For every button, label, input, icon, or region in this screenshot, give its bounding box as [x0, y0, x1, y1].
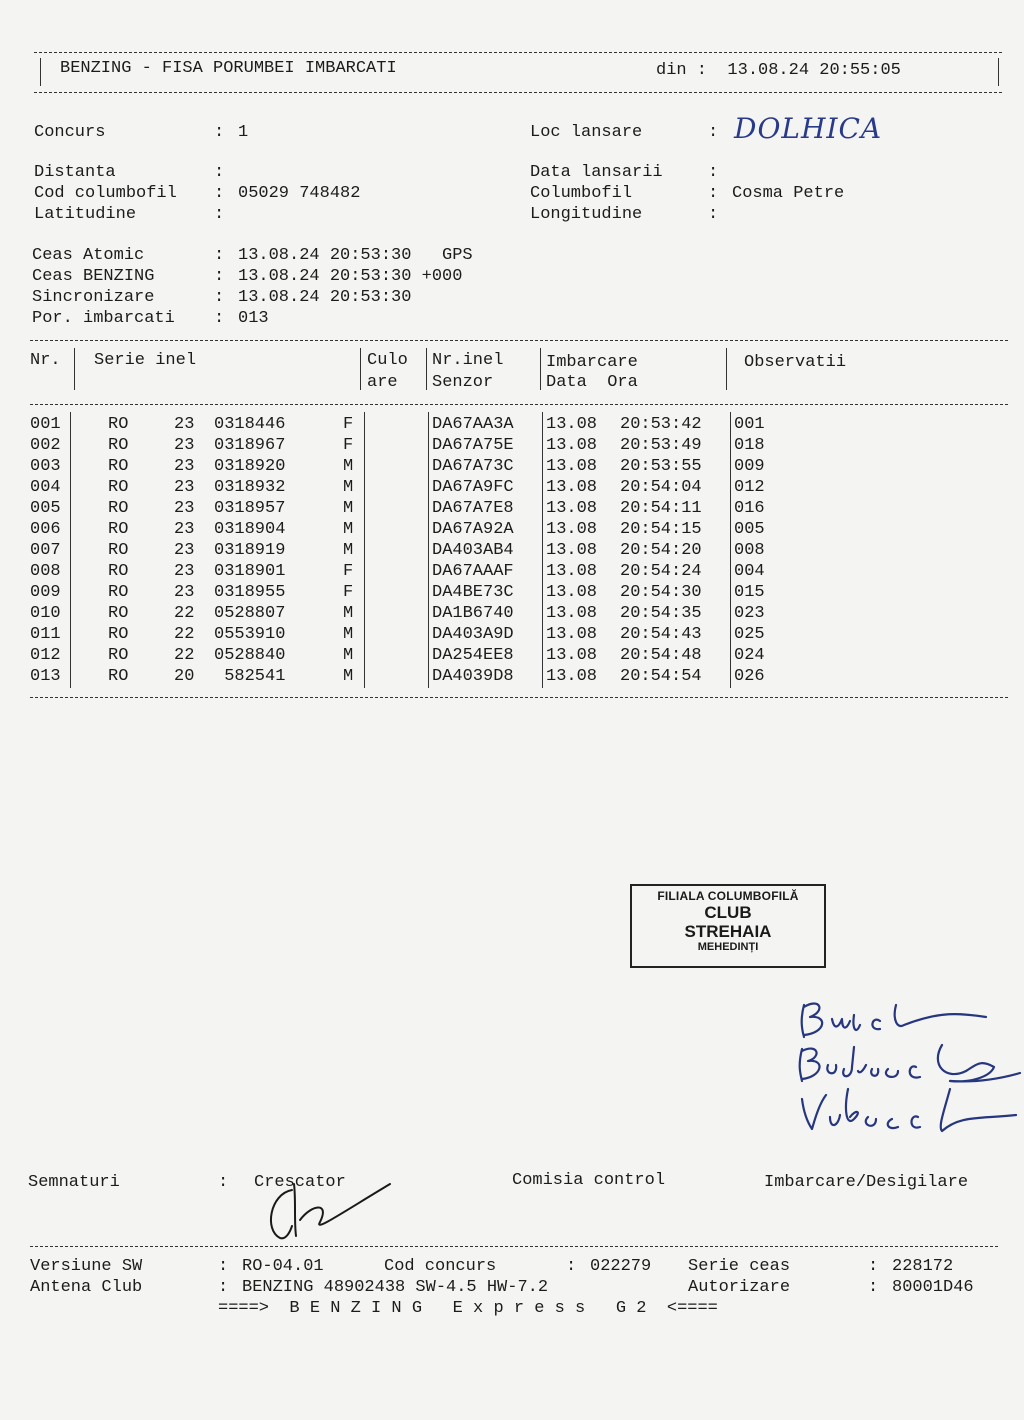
cell-serie: 0318904: [214, 520, 286, 539]
cell-serie: 0318932: [214, 478, 286, 497]
cell-tara: RO: [108, 562, 129, 581]
longitudine-colon: :: [708, 205, 719, 224]
header-left-border: [40, 58, 41, 86]
por-imbarcati-label: Por. imbarcati: [32, 309, 175, 328]
cell-data: 13.08: [546, 415, 598, 434]
latitudine-label: Latitudine: [34, 205, 137, 224]
cell-observatii: 004: [734, 562, 765, 581]
table-bottom-border: [30, 697, 1008, 698]
cell-an: 23: [174, 583, 195, 602]
cod-concurs-label: Cod concurs: [384, 1257, 497, 1276]
cell-an: 23: [174, 436, 195, 455]
th-serie-inel: Serie inel: [94, 351, 197, 370]
serie-ceas-colon: :: [868, 1257, 879, 1276]
cell-data: 13.08: [546, 625, 598, 644]
loc-lansare-colon: :: [708, 123, 719, 142]
cell-ora: 20:54:30: [620, 583, 702, 602]
cell-observatii: 018: [734, 436, 765, 455]
cell-observatii: 005: [734, 520, 765, 539]
cell-sex: M: [343, 604, 354, 623]
cell-data: 13.08: [546, 436, 598, 455]
versiune-sw-colon: :: [218, 1257, 229, 1276]
stamp-line2: CLUB: [704, 903, 752, 922]
header-date: din : 13.08.24 20:55:05: [656, 61, 901, 80]
cod-columbofil-value: 05029 748482: [238, 184, 361, 203]
sincronizare-value: 13.08.24 20:53:30: [238, 288, 412, 307]
data-lansarii-colon: :: [708, 163, 719, 182]
cell-nr: 007: [30, 541, 61, 560]
cell-senzor: DA67AAAF: [432, 562, 514, 581]
cell-nr: 003: [30, 457, 61, 476]
cell-nr: 002: [30, 436, 61, 455]
document-title: BENZING - FISA PORUMBEI IMBARCATI: [60, 59, 397, 78]
cell-an: 22: [174, 604, 195, 623]
brand-line: ====> B E N Z I N G E x p r e s s G 2 <====: [218, 1299, 718, 1318]
distanta-label: Distanta: [34, 163, 116, 182]
stamp-line3: STREHAIA: [684, 922, 772, 941]
cell-senzor: DA4039D8: [432, 667, 514, 686]
cell-observatii: 015: [734, 583, 765, 602]
cell-serie: 0318919: [214, 541, 286, 560]
cell-nr: 001: [30, 415, 61, 434]
cell-serie: 582541: [214, 667, 286, 686]
versiune-sw-value: RO-04.01: [242, 1257, 324, 1276]
cell-an: 23: [174, 415, 195, 434]
cell-nr: 013: [30, 667, 61, 686]
cell-an: 23: [174, 478, 195, 497]
header-bottom-border: [34, 92, 1002, 93]
body-sep-nr: [70, 412, 71, 688]
cell-tara: RO: [108, 667, 129, 686]
sincronizare-colon: :: [214, 288, 225, 307]
cell-an: 23: [174, 520, 195, 539]
cell-data: 13.08: [546, 478, 598, 497]
control-signatures-icon: [780, 985, 1024, 1145]
header-top-border: [34, 52, 1002, 53]
cell-data: 13.08: [546, 562, 598, 581]
semnaturi-colon: :: [218, 1173, 229, 1192]
cell-an: 22: [174, 625, 195, 644]
cod-concurs-value: 022279: [590, 1257, 652, 1276]
cell-data: 13.08: [546, 646, 598, 665]
cell-tara: RO: [108, 499, 129, 518]
data-lansarii-label: Data lansarii: [530, 163, 663, 182]
table-top-border: [30, 340, 1008, 341]
concurs-colon: :: [214, 123, 235, 142]
cell-nr: 004: [30, 478, 61, 497]
cell-senzor: DA4BE73C: [432, 583, 514, 602]
cell-an: 20: [174, 667, 195, 686]
crescator-label: Crescator: [254, 1173, 346, 1192]
columbofil-colon: :: [708, 184, 719, 203]
cell-sex: F: [343, 415, 354, 434]
por-imbarcati-colon: :: [214, 309, 225, 328]
col-sep-nr: [74, 348, 75, 390]
cell-observatii: 026: [734, 667, 765, 686]
concurs-value: 1: [238, 123, 249, 142]
ceas-atomic-colon: :: [214, 246, 225, 265]
versiune-sw-label: Versiune SW: [30, 1257, 143, 1276]
loc-lansare-value: DOLHICA: [734, 112, 883, 145]
semnaturi-label: Semnaturi: [28, 1173, 120, 1192]
cell-tara: RO: [108, 604, 129, 623]
header-date-label: din: [656, 61, 687, 80]
cell-nr: 012: [30, 646, 61, 665]
cell-an: 23: [174, 541, 195, 560]
col-sep-senzor: [540, 348, 541, 390]
cell-observatii: 023: [734, 604, 765, 623]
cell-an: 22: [174, 646, 195, 665]
cell-an: 23: [174, 457, 195, 476]
cell-sex: M: [343, 520, 354, 539]
header-right-border: [998, 58, 999, 86]
cell-tara: RO: [108, 478, 129, 497]
cell-sex: F: [343, 583, 354, 602]
stamp-line4: MEHEDINȚI: [697, 941, 759, 953]
cell-serie: 0318957: [214, 499, 286, 518]
comisia-control-label: Comisia control: [512, 1171, 666, 1190]
cod-concurs-colon: :: [566, 1257, 577, 1276]
cell-ora: 20:54:54: [620, 667, 702, 686]
cell-senzor: DA67A9FC: [432, 478, 514, 497]
cell-nr: 011: [30, 625, 61, 644]
cell-an: 23: [174, 562, 195, 581]
antena-club-value: BENZING 48902438 SW-4.5 HW-7.2: [242, 1278, 549, 1297]
th-culoare-1: Culo: [367, 351, 408, 370]
cell-sex: M: [343, 457, 354, 476]
cell-ora: 20:54:20: [620, 541, 702, 560]
cell-observatii: 012: [734, 478, 765, 497]
cell-ora: 20:54:24: [620, 562, 702, 581]
col-sep-imbarcare: [726, 348, 727, 390]
cell-data: 13.08: [546, 583, 598, 602]
cell-tara: RO: [108, 583, 129, 602]
cell-observatii: 025: [734, 625, 765, 644]
distanta-colon: :: [214, 163, 225, 182]
footer-separator: [30, 1246, 998, 1247]
antena-club-label: Antena Club: [30, 1278, 143, 1297]
cell-senzor: DA403AB4: [432, 541, 514, 560]
cod-columbofil-colon: :: [214, 184, 225, 203]
cell-sex: F: [343, 436, 354, 455]
cell-observatii: 024: [734, 646, 765, 665]
cell-sex: M: [343, 541, 354, 560]
cell-sex: F: [343, 562, 354, 581]
cell-observatii: 016: [734, 499, 765, 518]
cell-data: 13.08: [546, 499, 598, 518]
th-observatii: Observatii: [744, 353, 847, 372]
cell-serie: 0318920: [214, 457, 286, 476]
cell-ora: 20:54:35: [620, 604, 702, 623]
cell-senzor: DA67A75E: [432, 436, 514, 455]
cell-data: 13.08: [546, 541, 598, 560]
cell-serie: 0553910: [214, 625, 286, 644]
cell-ora: 20:54:43: [620, 625, 702, 644]
cell-sex: M: [343, 667, 354, 686]
concurs-label: Concurs: [34, 123, 106, 142]
table-header-separator: [30, 404, 1008, 405]
cell-sex: M: [343, 499, 354, 518]
cod-columbofil-label: Cod columbofil: [34, 184, 177, 203]
loc-lansare-label: Loc lansare: [530, 123, 643, 142]
columbofil-value: Cosma Petre: [732, 184, 845, 203]
autorizare-colon: :: [868, 1278, 879, 1297]
th-culoare-2: are: [367, 373, 398, 392]
columbofil-label: Columbofil: [530, 184, 633, 203]
cell-senzor: DA403A9D: [432, 625, 514, 644]
crescator-signature-icon: [250, 1180, 400, 1250]
cell-senzor: DA67A92A: [432, 520, 514, 539]
cell-tara: RO: [108, 436, 129, 455]
cell-data: 13.08: [546, 520, 598, 539]
cell-an: 23: [174, 499, 195, 518]
stamp-line1: FILIALA COLUMBOFILĂ: [657, 889, 799, 903]
cell-serie: 0318955: [214, 583, 286, 602]
cell-senzor: DA67A73C: [432, 457, 514, 476]
cell-tara: RO: [108, 541, 129, 560]
cell-senzor: DA67A7E8: [432, 499, 514, 518]
body-sep-culoare: [428, 412, 429, 688]
cell-tara: RO: [108, 457, 129, 476]
cell-tara: RO: [108, 415, 129, 434]
sincronizare-label: Sincronizare: [32, 288, 155, 307]
serie-ceas-value: 228172: [892, 1257, 954, 1276]
header-date-value: 13.08.24 20:55:05: [727, 61, 901, 80]
cell-nr: 010: [30, 604, 61, 623]
cell-tara: RO: [108, 646, 129, 665]
cell-tara: RO: [108, 520, 129, 539]
cell-serie: 0318446: [214, 415, 286, 434]
serie-ceas-label: Serie ceas: [688, 1257, 791, 1276]
cell-serie: 0318901: [214, 562, 286, 581]
cell-ora: 20:54:04: [620, 478, 702, 497]
cell-ora: 20:54:11: [620, 499, 702, 518]
cell-senzor: DA67AA3A: [432, 415, 514, 434]
cell-observatii: 001: [734, 415, 765, 434]
th-nr-inel-1: Nr.inel: [432, 351, 504, 370]
cell-nr: 008: [30, 562, 61, 581]
autorizare-value: 80001D46: [892, 1278, 974, 1297]
cell-serie: 0528840: [214, 646, 286, 665]
col-sep-serie: [360, 348, 361, 390]
cell-tara: RO: [108, 625, 129, 644]
club-stamp: [630, 884, 826, 968]
cell-senzor: DA254EE8: [432, 646, 514, 665]
cell-ora: 20:53:42: [620, 415, 702, 434]
ceas-benzing-value: 13.08.24 20:53:30 +000: [238, 267, 463, 286]
cell-serie: 0528807: [214, 604, 286, 623]
cell-sex: M: [343, 478, 354, 497]
imbarcare-desigilare-label: Imbarcare/Desigilare: [764, 1173, 969, 1192]
cell-nr: 009: [30, 583, 61, 602]
cell-ora: 20:53:55: [620, 457, 702, 476]
cell-observatii: 008: [734, 541, 765, 560]
autorizare-label: Autorizare: [688, 1278, 791, 1297]
longitudine-label: Longitudine: [530, 205, 643, 224]
ceas-benzing-label: Ceas BENZING: [32, 267, 155, 286]
latitudine-colon: :: [214, 205, 225, 224]
cell-data: 13.08: [546, 604, 598, 623]
por-imbarcati-value: 013: [238, 309, 269, 328]
cell-ora: 20:54:48: [620, 646, 702, 665]
body-sep-senzor: [542, 412, 543, 688]
cell-ora: 20:54:15: [620, 520, 702, 539]
th-nr-inel-2: Senzor: [432, 373, 494, 392]
body-sep-sex: [364, 412, 365, 688]
cell-nr: 006: [30, 520, 61, 539]
cell-observatii: 009: [734, 457, 765, 476]
body-sep-ora: [730, 412, 731, 688]
col-sep-culoare: [426, 348, 427, 390]
ceas-benzing-colon: :: [214, 267, 225, 286]
th-imbarcare-2: Data Ora: [546, 373, 638, 392]
cell-serie: 0318967: [214, 436, 286, 455]
cell-data: 13.08: [546, 667, 598, 686]
cell-ora: 20:53:49: [620, 436, 702, 455]
cell-sex: M: [343, 646, 354, 665]
ceas-atomic-value: 13.08.24 20:53:30 GPS: [238, 246, 473, 265]
cell-senzor: DA1B6740: [432, 604, 514, 623]
th-nr: Nr.: [30, 351, 61, 370]
cell-data: 13.08: [546, 457, 598, 476]
th-imbarcare-1: Imbarcare: [546, 353, 638, 372]
antena-club-colon: :: [218, 1278, 229, 1297]
cell-sex: M: [343, 625, 354, 644]
ceas-atomic-label: Ceas Atomic: [32, 246, 145, 265]
cell-nr: 005: [30, 499, 61, 518]
